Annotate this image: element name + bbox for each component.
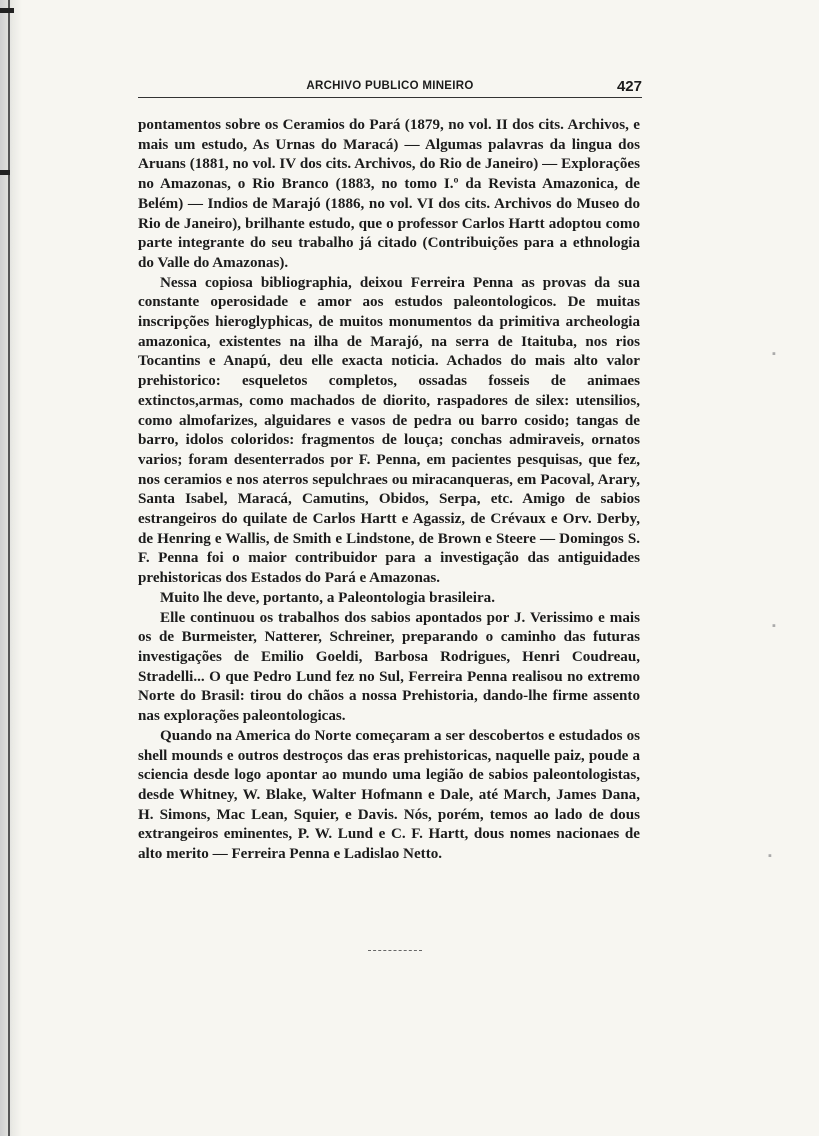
body-text — [138, 116, 640, 865]
speck: ▪ — [772, 620, 776, 632]
paragraph: Muito lhe deve, portanto, a Paleontologia brasileira. — [160, 589, 495, 606]
end-rule — [368, 950, 422, 951]
running-title: ARCHIVO PUBLICO MINEIRO — [306, 80, 474, 92]
header-rule — [138, 97, 642, 98]
speck: ▪ — [772, 348, 776, 360]
page-header — [138, 78, 642, 98]
paragraph: Elle continuou os trabalhos dos sabios apontados por J. Verissimo e mais os de Burmeister, Natterer, Schreiner, preparando o caminho das futuras investigações de Emilio Goeldi, Barbosa Rodrigues, Henri Coudreau, Stradelli... O que Pedro Lund fez no Sul, Ferreira Penna realisou no extremo Norte do Brasil: tirou do chãos a nossa Prehistoria, dando-lhe firme assento nas explorações paleontologicas. — [138, 609, 640, 725]
scan-mark — [0, 8, 14, 13]
paragraph: Quando na America do Norte começaram a ser descobertos e estudados os shell mounds e outros destroços das eras prehistoricas, naquelle paiz, poude a sciencia desde logo apontar ao mundo uma legião de sabios paleontologistas, desde Whitney, W. Blake, Walter Hofmann e Dale, até March, James Dana, H. Simons, Mac Lean, Squier, e Davis. Nós, porém, temos ao lado de dous extrangeiros eminentes, P. W. Lund e C. F. Hartt, dous nomes nacionaes de alto merito — Ferreira Penna e Ladislao Netto. — [138, 727, 640, 863]
paragraph: Nessa copiosa bibliographia, deixou Ferreira Penna as provas da sua constante operosidade e amor aos estudos paleontologicos. De muitas inscripções hieroglyphicas, de muitos monumentos da primitiva archeologia amazonica, existentes na ilha de Marajó, na serra de Itaituba, nos rios Tocantins e Anapú, deu elle exacta noticia. Achados do mais alto valor prehistorico: esqueletos completos, ossadas fosseis de animaes extinctos,armas, como machados de diorito, raspadores de silex: utensilios, como almofarizes, alguidares e vasos de pedra ou barro cosido; tangas de barro, idolos coloridos: fragmentos de louça; conchas admiraveis, ornatos varios; foram desenterrados por F. Penna, em pacientes pesquisas, que fez, nos ceramios e nos aterros sepulchraes ou miracanqueras, em Pacoval, Arary, Santa Isabel, Maracá, Camutins, Obidos, Serpa, etc. Amigo de sabios estrangeiros do quilate de Carlos Hartt e Agassiz, de Crévaux e Orv. Derby, de Henring e Wallis, de Smith e Lindstone, de Brown e Steere — Domingos S. F. Penna foi o maior contribuidor para a investigação das antiguidades prehistoricas dos Estados do Pará e Amazonas. — [138, 274, 640, 587]
page-number: 427 — [616, 78, 642, 95]
paragraph: pontamentos sobre os Ceramios do Pará (1879, no vol. II dos cits. Archivos, e mais um estudo, As Urnas do Maracá) — Algumas palavras da lingua dos Aruans (1881, no vol. IV dos cits. Archivos, do Rio de Janeiro) — Explorações no Amazonas, o Rio Branco (1883, no tomo I.º da Revista Amazonica, de Belém) — Indios de Marajó (1886, no vol. VI dos cits. Archivos do Museo do Rio de Janeiro), brilhante estudo, que o professor Carlos Hartt adoptou como parte integrante do seu trabalho já citado (Contribuições para a ethnologia do Valle do Amazonas). — [138, 117, 640, 271]
scan-mark — [0, 170, 10, 175]
speck: ▪ — [768, 850, 772, 862]
